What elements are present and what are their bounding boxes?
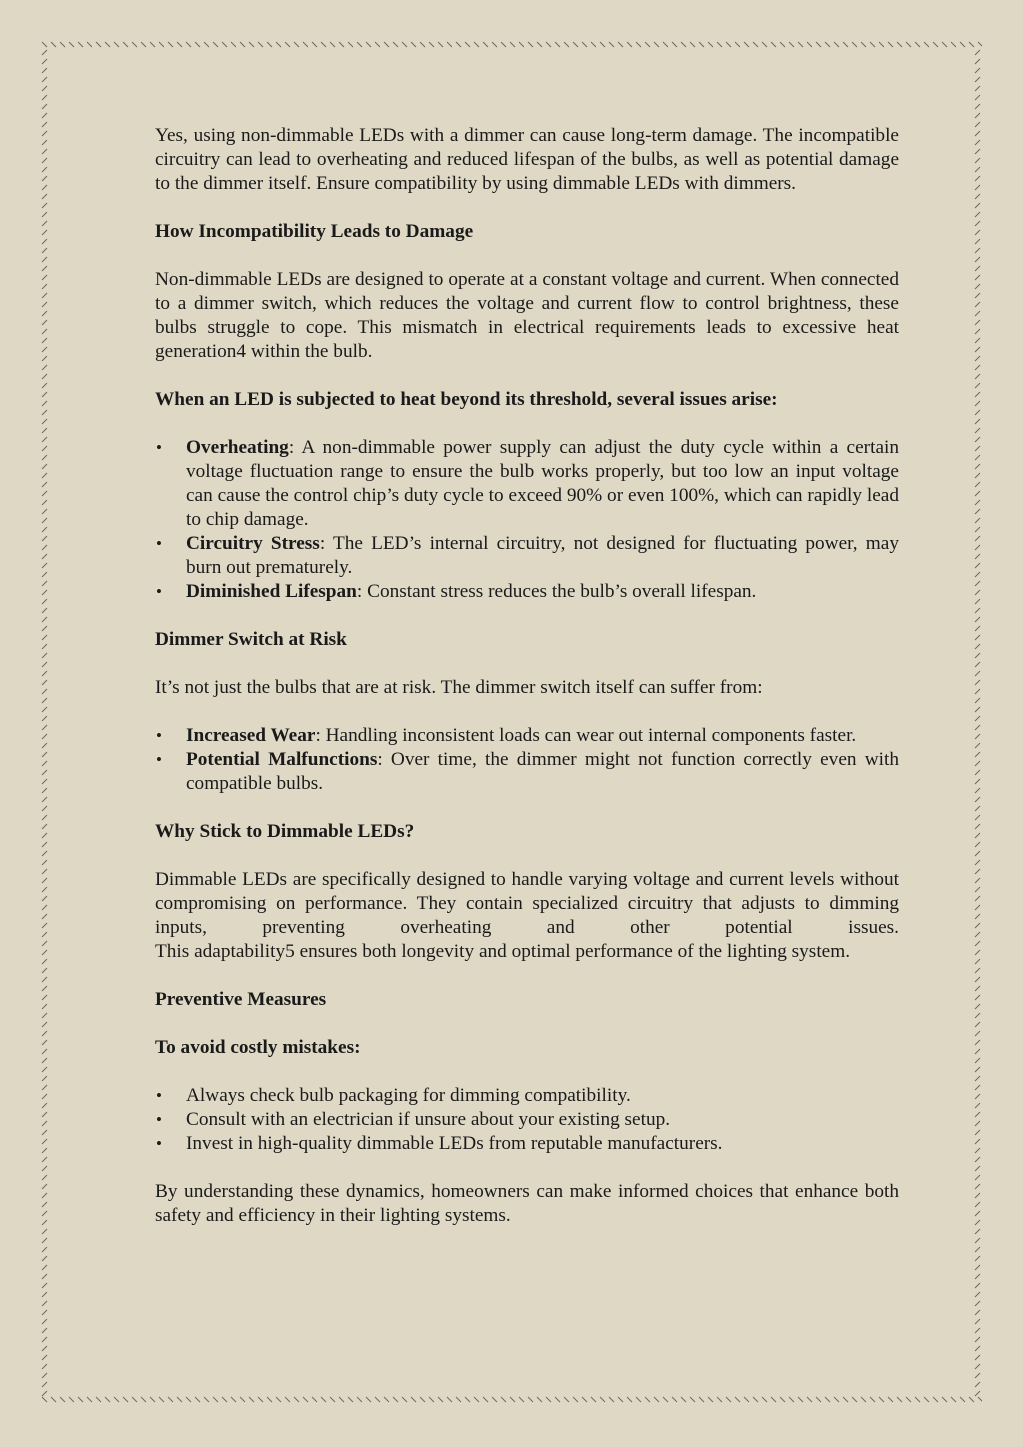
heat-issues-list [155, 436, 899, 604]
section-heading-heat-issues: When an LED is subjected to heat beyond its threshold, several issues arise: [155, 389, 778, 410]
list-item-term: Potential Malfunctions [186, 749, 378, 770]
list-item-text: : Over time, the dimmer might not function correctly even with compatible bulbs. [186, 749, 900, 794]
list-item: • Invest in high-quality dimmable LEDs from reputable manufacturers. [186, 1132, 899, 1156]
preventive-list [155, 1084, 899, 1156]
why-dimmable-line1: Dimmable LEDs are specifically designed to handle varying voltage and current levels without compromising on performance. They contain specialized circuitry that adjusts to dimming inputs, preventing overheating and other potential issues. [155, 869, 899, 938]
list-item-term: Increased Wear [186, 725, 316, 746]
list-item-text: : Constant stress reduces the bulb’s overall lifespan. [356, 581, 757, 602]
dimmer-risk-paragraph: It’s not just the bulbs that are at risk. The dimmer switch itself can suffer from: [155, 677, 763, 698]
intro-paragraph: Yes, using non-dimmable LEDs with a dimmer can cause long-term damage. The incompatible circuitry can lead to overheating and reduced lifespan of the bulbs, as well as potential damage to the dimmer itself. Ensure compatibility by using dimmable LEDs with dimmers. [155, 125, 899, 194]
list-item-text: : Handling inconsistent loads can wear out internal components faster. [315, 725, 857, 746]
list-item [186, 532, 899, 580]
list-item: • Always check bulb packaging for dimming compatibility. [186, 1084, 899, 1108]
list-item [186, 436, 899, 532]
list-item-text: : The LED’s internal circuitry, not designed for fluctuating power, may burn out prematurely. [186, 533, 899, 578]
document-body [155, 124, 899, 1252]
section-heading-preventive: Preventive Measures [155, 989, 327, 1010]
list-item-term: Overheating [186, 437, 289, 458]
dimmer-risk-list [155, 724, 899, 796]
list-item: • Consult with an electrician if unsure about your existing setup. [186, 1108, 899, 1132]
list-item-term: Diminished Lifespan [186, 581, 357, 602]
list-item-text: : A non-dimmable power supply can adjust the duty cycle within a certain voltage fluctuation range to ensure the bulb works properly, but too low an input voltage can cause the control chip’s duty cycle to exceed 90% or even 100%, which can rapidly lead to chip damage. [186, 437, 899, 530]
section-heading-dimmer-risk: Dimmer Switch at Risk [155, 629, 347, 650]
section-heading-why-dimmable: Why Stick to Dimmable LEDs? [155, 821, 415, 842]
list-item [186, 580, 899, 604]
list-item-term: Circuitry Stress [186, 533, 320, 554]
list-item [186, 724, 899, 748]
why-dimmable-paragraph [155, 868, 899, 940]
section-heading-incompatibility: How Incompatibility Leads to Damage [155, 221, 474, 242]
list-item [186, 748, 899, 796]
section-subheading-avoid-mistakes: To avoid costly mistakes: [155, 1037, 361, 1058]
closing-paragraph: By understanding these dynamics, homeowners can make informed choices that enhance both safety and efficiency in their lighting systems. [155, 1181, 899, 1226]
incompatibility-paragraph: Non-dimmable LEDs are designed to operate at a constant voltage and current. When connected to a dimmer switch, which reduces the voltage and current flow to control brightness, these bulbs struggle to cope. This mismatch in electrical requirements leads to excessive heat generation4 within the bulb. [155, 269, 899, 362]
why-dimmable-paragraph-end: This adaptability5 ensures both longevity and optimal performance of the lighting system. [155, 941, 851, 962]
